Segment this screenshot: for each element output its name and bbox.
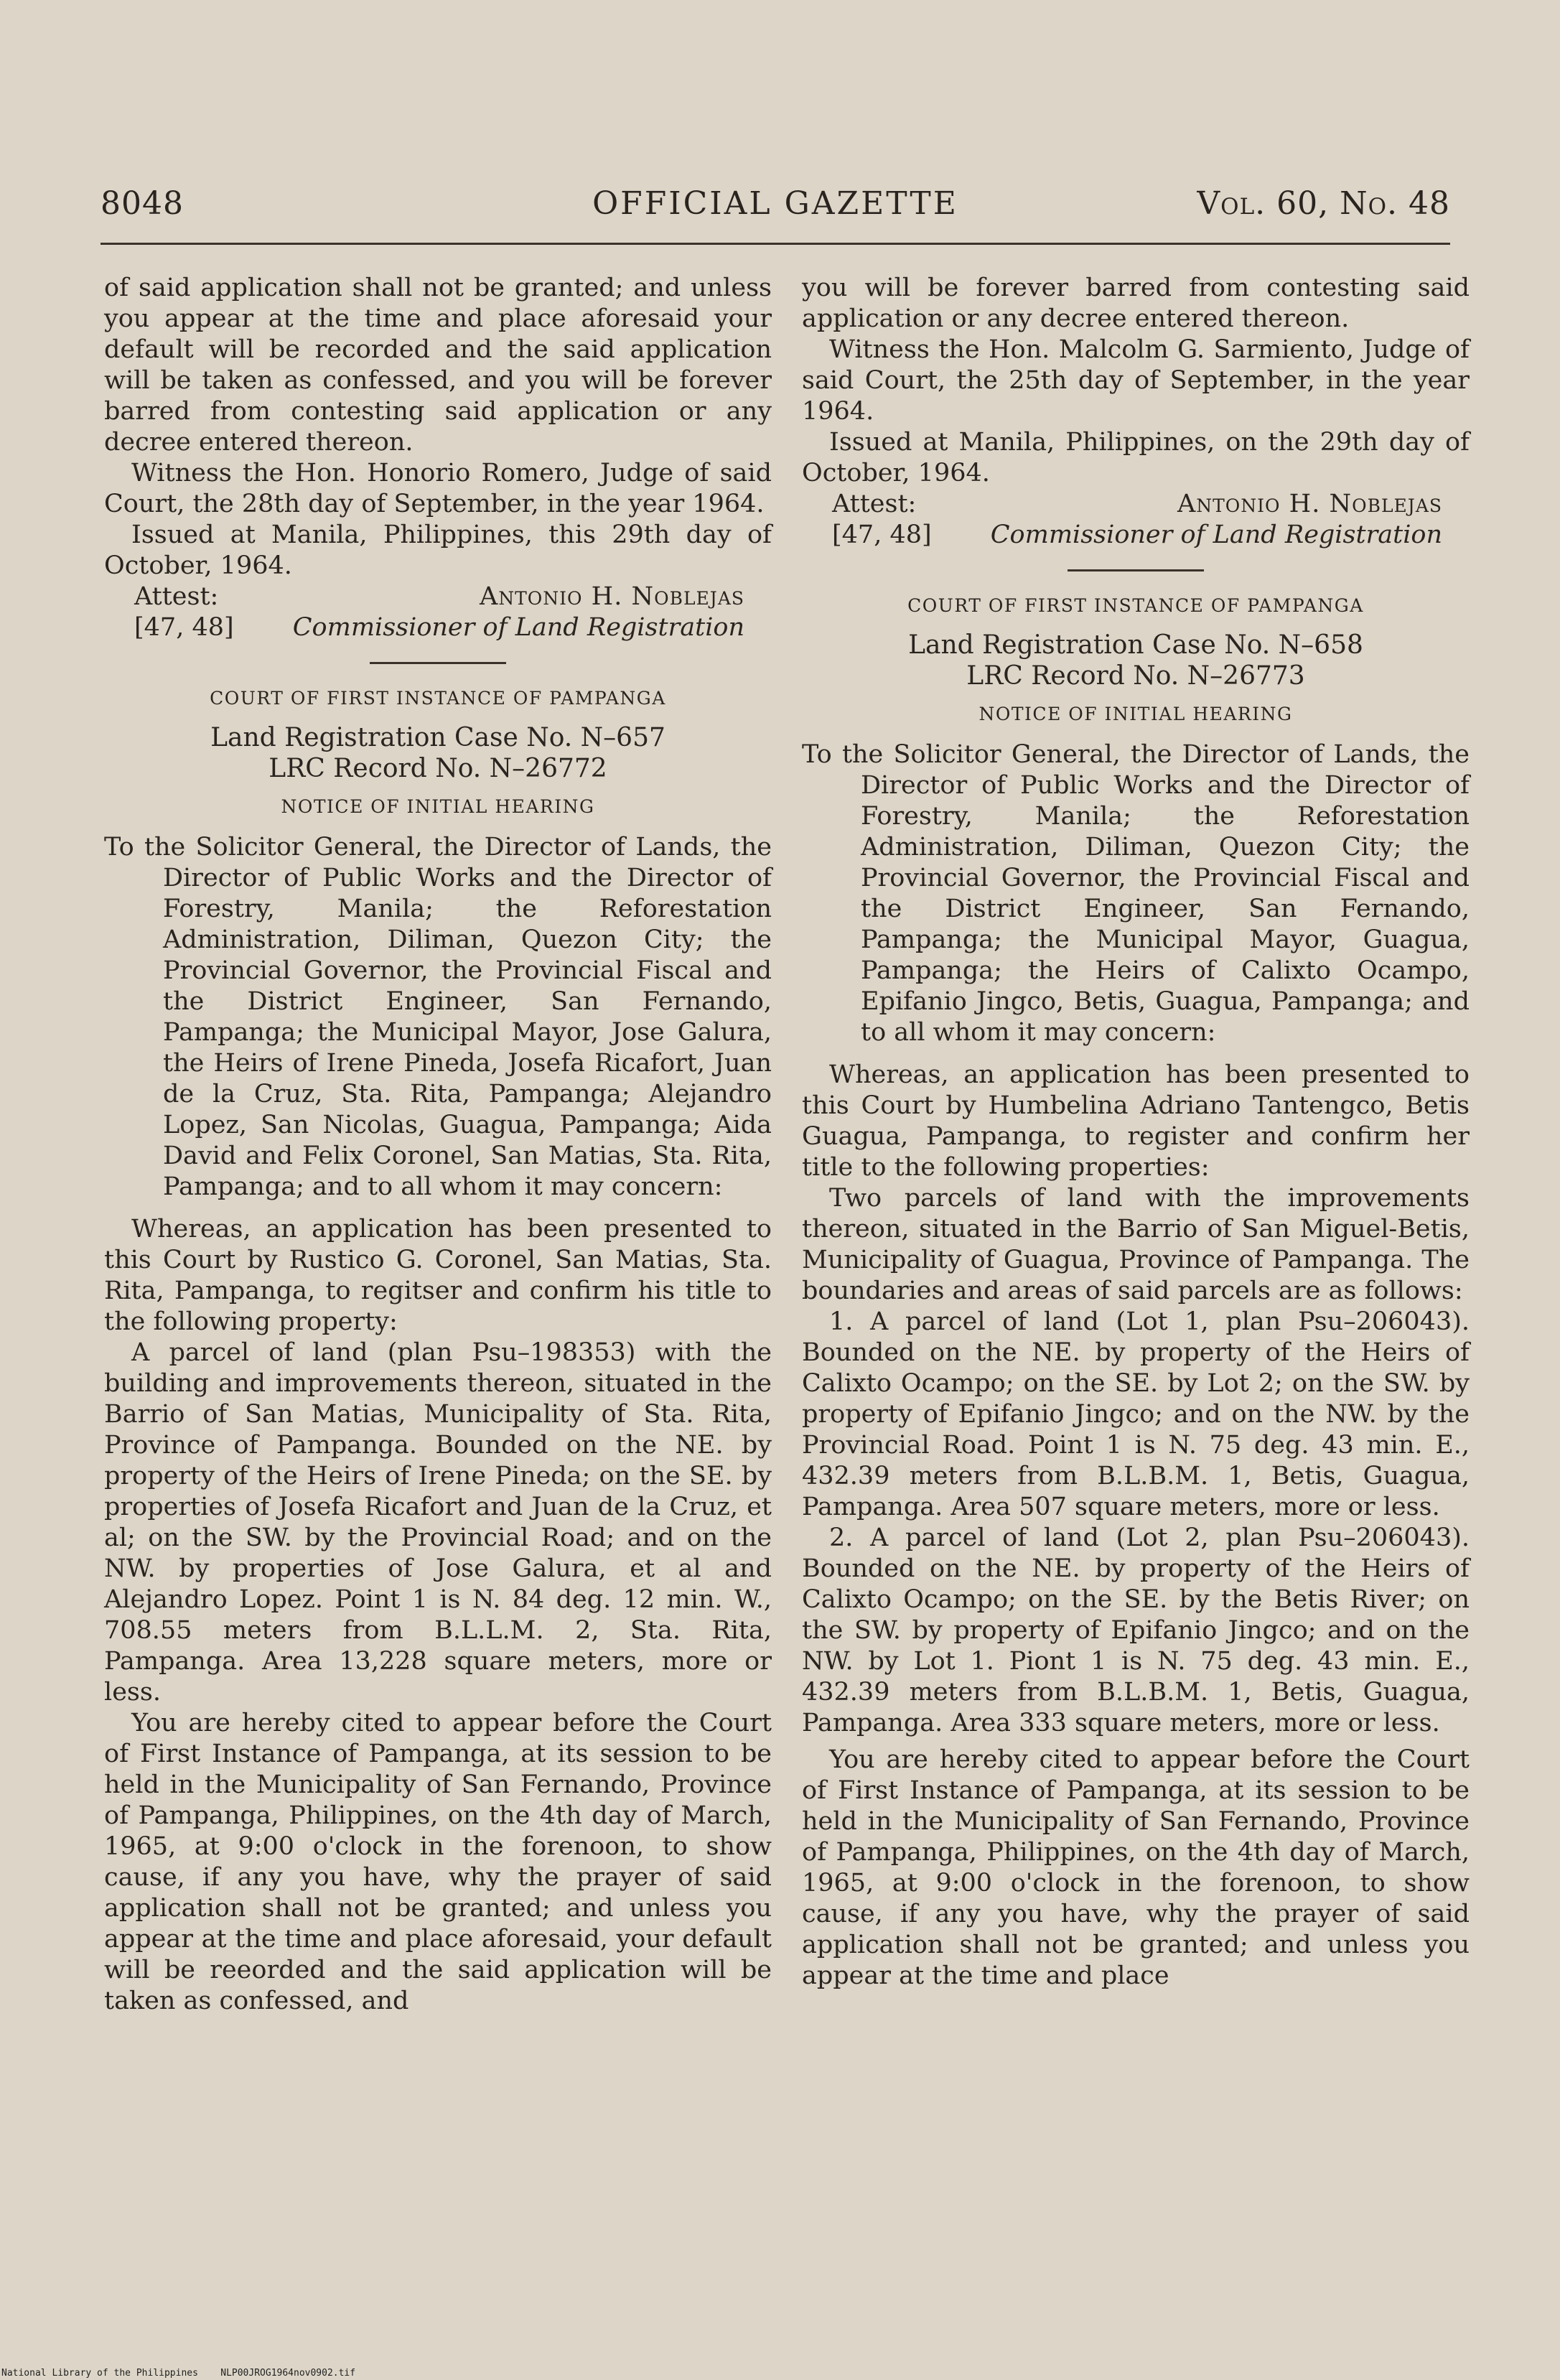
publication-title: OFFICIAL GAZETTE [592,185,958,222]
commissioner-title: Commissioner of Land Registration [292,613,744,642]
case-number: Land Registration Case No. N–658 [908,630,1363,660]
addressees: To the Solicitor General, the Director of Lands, the Director of Public Works and the Director of Forestry, Manila; the Reforestation Administration, Diliman, Quezon City; the Provincial Governor, the Provincial Fiscal and the District Engineer, San Fernando, Pampanga; the Municipal Mayor, Jose Galura, the Heirs of Irene Pineda, Josefa Ricafort, Juan de la Cruz, Sta. Rita, Pampanga; Alejandro Lopez, San Nicolas, Guagua, Pampanga; Aida David and Felix Coronel, San Matias, Sta. Rita, Pampanga; and to all whom it may concern: [104,833,772,1201]
parcel-2-description: 2. A parcel of land (Lot 2, plan Psu–206043). Bounded on the NE. by property of the Heirs of Calixto Ocampo; on the SE. by the Betis River; on the SW. by property of Epifanio Jingco; and on the NW. by Lot 1. Piont 1 is N. 75 deg. 43 min. E., 432.39 meters from B.L.B.M. 1, Betis, Guagua, Pampanga. Area 333 square meters, more or less. [802,1523,1470,1737]
commissioner-name: Antonio H. Noblejas [479,582,744,611]
attest-line [134,582,744,612]
whereas-paragraph: Whereas, an application has been presented to this Court by Rustico G. Coronel, San Matias, Sta. Rita, Pampanga, to regitser and confirm his title to the following property: [104,1215,772,1336]
issued-paragraph: Issued at Manila, Philippines, this 29th day of October, 1964. [104,521,772,580]
section-divider [370,662,506,664]
attest-label: Attest: [134,582,219,611]
issue-reference: [47, 48] [134,613,234,642]
left-column [104,273,772,2017]
commissioner-name: Antonio H. Noblejas [1177,490,1442,518]
attest-line [832,489,1442,520]
parcel-1-description: 1. A parcel of land (Lot 1, plan Psu–206043). Bounded on the NE. by property of the Heirs of Calixto Ocampo; on the SE. by Lot 2; on the SW. by property of Epifanio Jingco; and on the NW. by the Provincial Road. Point 1 is N. 75 deg. 43 min. E., 432.39 meters from B.L.B.M. 1, Betis, Guagua, Pampanga. Area 507 square meters, more or less. [802,1307,1470,1521]
scan-filename: NLP00JROG1964nov0902.tif [220,2368,356,2379]
continuation-text: of said application shall not be granted; and unless you appear at the time and place aforesaid your default will be recorded and the said application will be taken as confessed, and you will be forever barred from contesting said application or any decree entered thereon. [104,274,772,457]
addressees: To the Solicitor General, the Director of Lands, the Director of Public Works and the Director of Forestry, Manila; the Reforestation Administration, Diliman, Quezon City; the Provincial Governor, the Provincial Fiscal and the District Engineer, San Fernando, Pampanga; the Municipal Mayor, Guagua, Pampanga; the Heirs of Calixto Ocampo, Epifanio Jingco, Betis, Guagua, Pampanga; and to all whom it may concern: [802,740,1470,1047]
two-parcels-paragraph: Two parcels of land with the improvements thereon, situated in the Barrio of San Miguel-Betis, Municipality of Guagua, Province of Pampanga. The boundaries and areas of said parcels are as follows: [802,1184,1470,1305]
court-heading: COURT OF FIRST INSTANCE OF PAMPANGA [210,688,666,709]
page-header [101,185,1450,228]
signature-line [134,612,744,643]
witness-paragraph: Witness the Hon. Malcolm G. Sarmiento, Judge of said Court, the 25th day of September, in the year 1964. [802,335,1470,426]
lrc-record: LRC Record No. N–26773 [966,661,1305,691]
right-column [802,273,1470,1992]
section-divider [1068,569,1204,571]
witness-paragraph: Witness the Hon. Honorio Romero, Judge of said Court, the 28th day of September, in the year 1964. [104,459,772,518]
library-credit: National Library of the Philippines [1,2368,198,2379]
page-number: 8048 [101,185,184,222]
scan-footer [1,2368,355,2379]
lrc-record: LRC Record No. N–26772 [268,754,607,783]
citation-paragraph: You are hereby cited to appear before the Court of First Instance of Pampanga, at its session to be held in the Municipality of San Fernando, Province of Pampanga, Philippines, on the 4th day of March, 1965, at 9:00 o'clock in the forenoon, to show cause, if any you have, why the prayer of said application shall not be granted; and unless you appear at the time and place [802,1745,1470,1990]
whereas-paragraph: Whereas, an application has been presented to this Court by Humbelina Adriano Tantengco, Betis Guagua, Pampanga, to register and confirm her title to the following properties: [802,1060,1470,1182]
issue-reference: [47, 48] [832,521,932,549]
issued-paragraph: Issued at Manila, Philippines, on the 29th day of October, 1964. [802,428,1470,487]
case-number: Land Registration Case No. N–657 [210,723,665,752]
volume-number: Vol. 60, No. 48 [1197,185,1450,222]
court-heading: COURT OF FIRST INSTANCE OF PAMPANGA [907,595,1364,616]
signature-line [832,520,1442,551]
attest-label: Attest: [832,490,917,518]
header-rule [101,243,1450,245]
citation-paragraph: You are hereby cited to appear before the Court of First Instance of Pampanga, at its session to be held in the Municipality of San Fernando, Province of Pampanga, Philippines, on the 4th day of March, 1965, at 9:00 o'clock in the forenoon, to show cause, if any you have, why the prayer of said application shall not be granted; and unless you appear at the time and place aforesaid, your default will be reeorded and the said application will be taken as confessed, and [104,1709,772,2015]
commissioner-title: Commissioner of Land Registration [990,521,1442,549]
notice-heading: NOTICE OF INITIAL HEARING [978,704,1293,724]
notice-heading: NOTICE OF INITIAL HEARING [281,796,595,817]
continuation-text: you will be forever barred from contesting said application or any decree entered thereon. [802,274,1470,333]
parcel-description: A parcel of land (plan Psu–198353) with the building and improvements thereon, situated in the Barrio of San Matias, Municipality of Sta. Rita, Province of Pampanga. Bounded on the NE. by property of the Heirs of Irene Pineda; on the SE. by properties of Josefa Ricafort and Juan de la Cruz, et al; on the SW. by the Provincial Road; and on the NW. by properties of Jose Galura, et al and Alejandro Lopez. Point 1 is N. 84 deg. 12 min. W., 708.55 meters from B.L.L.M. 2, Sta. Rita, Pampanga. Area 13,228 square meters, more or less. [104,1338,772,1707]
